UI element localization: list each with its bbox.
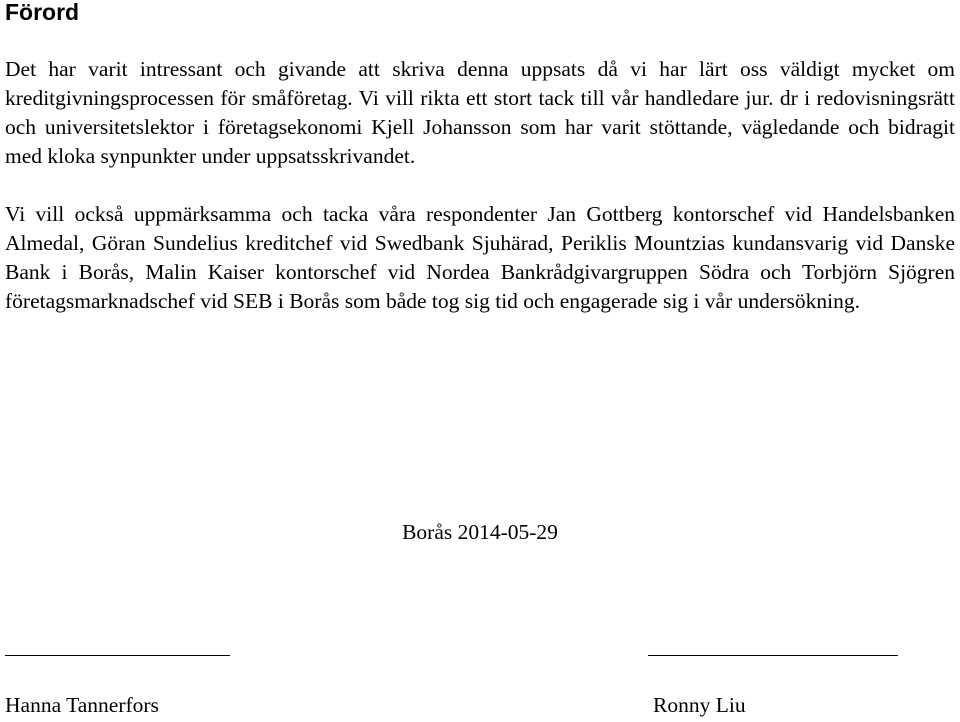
signature-name-left: Hanna Tannerfors <box>5 693 159 717</box>
place-date: Borås 2014-05-29 <box>402 520 558 544</box>
signature-name-right: Ronny Liu <box>653 693 746 717</box>
paragraph-respondents: Vi vill också uppmärksamma och tacka våra respondenter Jan Gottberg kontorschef vid Handelsbanken Almedal, Göran Sundelius kreditchef vid Swedbank Sjuhärad, Periklis Mountzias kundansvarig vid Danske Bank i Borås, Malin Kaiser kontorschef vid Nordea Bankrådgivargruppen Södra och Torbjörn Sjögren företagsmarknadschef vid SEB i Borås som både tog sig tid och engagerade sig i vår undersökning. <box>5 202 955 313</box>
signature-line-right <box>648 655 898 656</box>
page-title: Förord <box>5 0 80 25</box>
signature-line-left <box>5 655 230 656</box>
paragraph-intro: Det har varit intressant och givande att skriva denna uppsats då vi har lärt oss väldigt mycket om kreditgivningsprocessen för småföretag. Vi vill rikta ett stort tack till vår handledare jur. dr i redovisningsrätt och universitetslektor i företagsekonomi Kjell Johansson som har varit stöttande, vägledande och bidragit med kloka synpunkter under uppsatsskrivandet. <box>5 57 955 168</box>
